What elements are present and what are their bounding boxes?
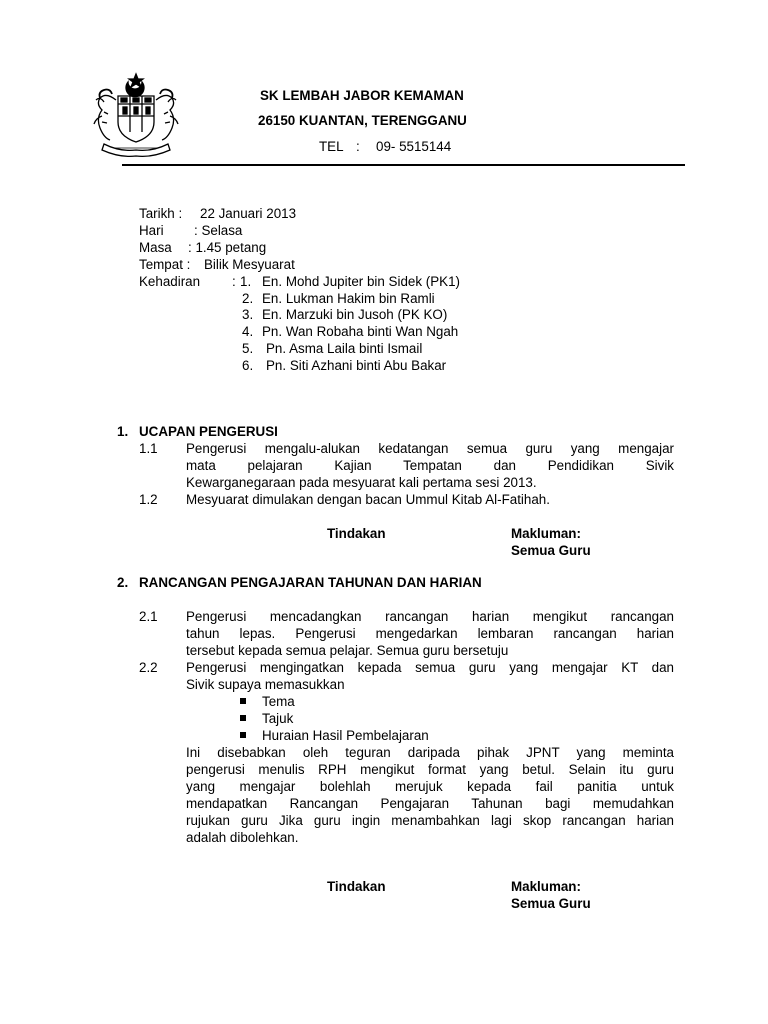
item-text-line: Kewarganegaraan pada mesyuarat kali pertama sesi 2013. xyxy=(186,475,537,490)
attendee-number: 6. xyxy=(242,358,254,373)
item-number: 1.1 xyxy=(139,441,158,456)
item-text-line: Sivik supaya memasukkan xyxy=(186,677,345,692)
day-label: Hari xyxy=(139,223,164,238)
date-value: 22 Januari 2013 xyxy=(200,206,297,221)
item-number: 2.2 xyxy=(139,660,158,675)
attendee-name: En. Mohd Jupiter bin Sidek (PK1) xyxy=(262,274,460,289)
attendee-number: 5. xyxy=(242,341,254,356)
tel-separator: : xyxy=(356,139,360,154)
attendance-label: Kehadiran xyxy=(139,274,201,289)
bullet-icon xyxy=(240,732,246,738)
action-label: Tindakan xyxy=(327,526,386,541)
item-text-line: tersebut kepada semua pelajar. Semua guru bersetuju xyxy=(186,643,509,658)
time-value: : 1.45 petang xyxy=(188,240,267,255)
bullet-icon xyxy=(240,715,246,721)
paragraph-line: adalah dibolehkan. xyxy=(186,830,299,845)
item-text-line: Pengerusi mencadangkan rancangan harian mengikut rancangan xyxy=(186,609,674,624)
attendee-number: 1. xyxy=(240,274,252,289)
section-number: 2. xyxy=(117,575,129,590)
bullet-icon xyxy=(240,698,246,704)
attendee-number: 4. xyxy=(242,324,254,339)
item-text-line: Pengerusi mengingatkan kepada semua guru yang mengajar KT dan xyxy=(186,660,674,675)
paragraph-line: pengerusi menulis RPH mengikut format yang betul. Selain itu guru xyxy=(186,762,674,777)
attendance-separator: : xyxy=(232,274,236,289)
section-title: UCAPAN PENGERUSI xyxy=(139,424,278,439)
info-label: Makluman: xyxy=(511,526,581,541)
info-value: Semua Guru xyxy=(511,543,591,558)
item-text-line: tahun lepas. Pengerusi mengedarkan lembaran rancangan harian xyxy=(186,626,674,641)
bullet-item: Huraian Hasil Pembelajaran xyxy=(262,728,429,743)
tel-label: TEL xyxy=(319,139,344,154)
tel-value: 09- 5515144 xyxy=(376,139,452,154)
letterhead-divider xyxy=(122,164,685,166)
item-text-line: mata pelajaran Kajian Tempatan dan Pendidikan Sivik xyxy=(186,458,674,473)
day-value: : Selasa xyxy=(194,223,243,238)
paragraph-line: rujukan guru Jika guru ingin menambahkan lagi skop rancangan harian xyxy=(186,813,674,828)
action-label: Tindakan xyxy=(327,879,386,894)
time-label: Masa xyxy=(139,240,172,255)
attendee-number: 2. xyxy=(242,291,254,306)
attendee-name: Pn. Wan Robaha binti Wan Ngah xyxy=(262,324,459,339)
place-value: Bilik Mesyuarat xyxy=(204,257,295,272)
attendee-name: Pn. Siti Azhani binti Abu Bakar xyxy=(266,358,447,373)
item-text-line: Pengerusi mengalu-alukan kedatangan semua guru yang mengajar xyxy=(186,441,674,456)
attendee-name: Pn. Asma Laila binti Ismail xyxy=(266,341,423,356)
school-address: 26150 KUANTAN, TERENGGANU xyxy=(258,113,467,128)
place-label: Tempat : xyxy=(139,257,191,272)
info-label: Makluman: xyxy=(511,879,581,894)
section-title: RANCANGAN PENGAJARAN TAHUNAN DAN HARIAN xyxy=(139,575,482,590)
item-text-line: Mesyuarat dimulakan dengan bacan Ummul Kitab Al-Fatihah. xyxy=(186,492,550,507)
coat-of-arms-logo xyxy=(90,72,182,158)
attendee-number: 3. xyxy=(242,307,254,322)
school-name: SK LEMBAH JABOR KEMAMAN xyxy=(260,88,464,103)
paragraph-line: Ini disebabkan oleh teguran daripada pihak JPNT yang meminta xyxy=(186,745,674,760)
paragraph-line: yang mengajar bolehlah merujuk kepada fail panitia untuk xyxy=(186,779,674,794)
paragraph-line: mendapatkan Rancangan Pengajaran Tahunan bagi memudahkan xyxy=(186,796,674,811)
bullet-item: Tema xyxy=(262,694,295,709)
item-number: 2.1 xyxy=(139,609,158,624)
section-number: 1. xyxy=(117,424,129,439)
attendee-name: En. Marzuki bin Jusoh (PK KO) xyxy=(262,307,448,322)
bullet-item: Tajuk xyxy=(262,711,294,726)
info-value: Semua Guru xyxy=(511,896,591,911)
item-number: 1.2 xyxy=(139,492,158,507)
date-label: Tarikh : xyxy=(139,206,183,221)
attendee-name: En. Lukman Hakim bin Ramli xyxy=(262,291,435,306)
